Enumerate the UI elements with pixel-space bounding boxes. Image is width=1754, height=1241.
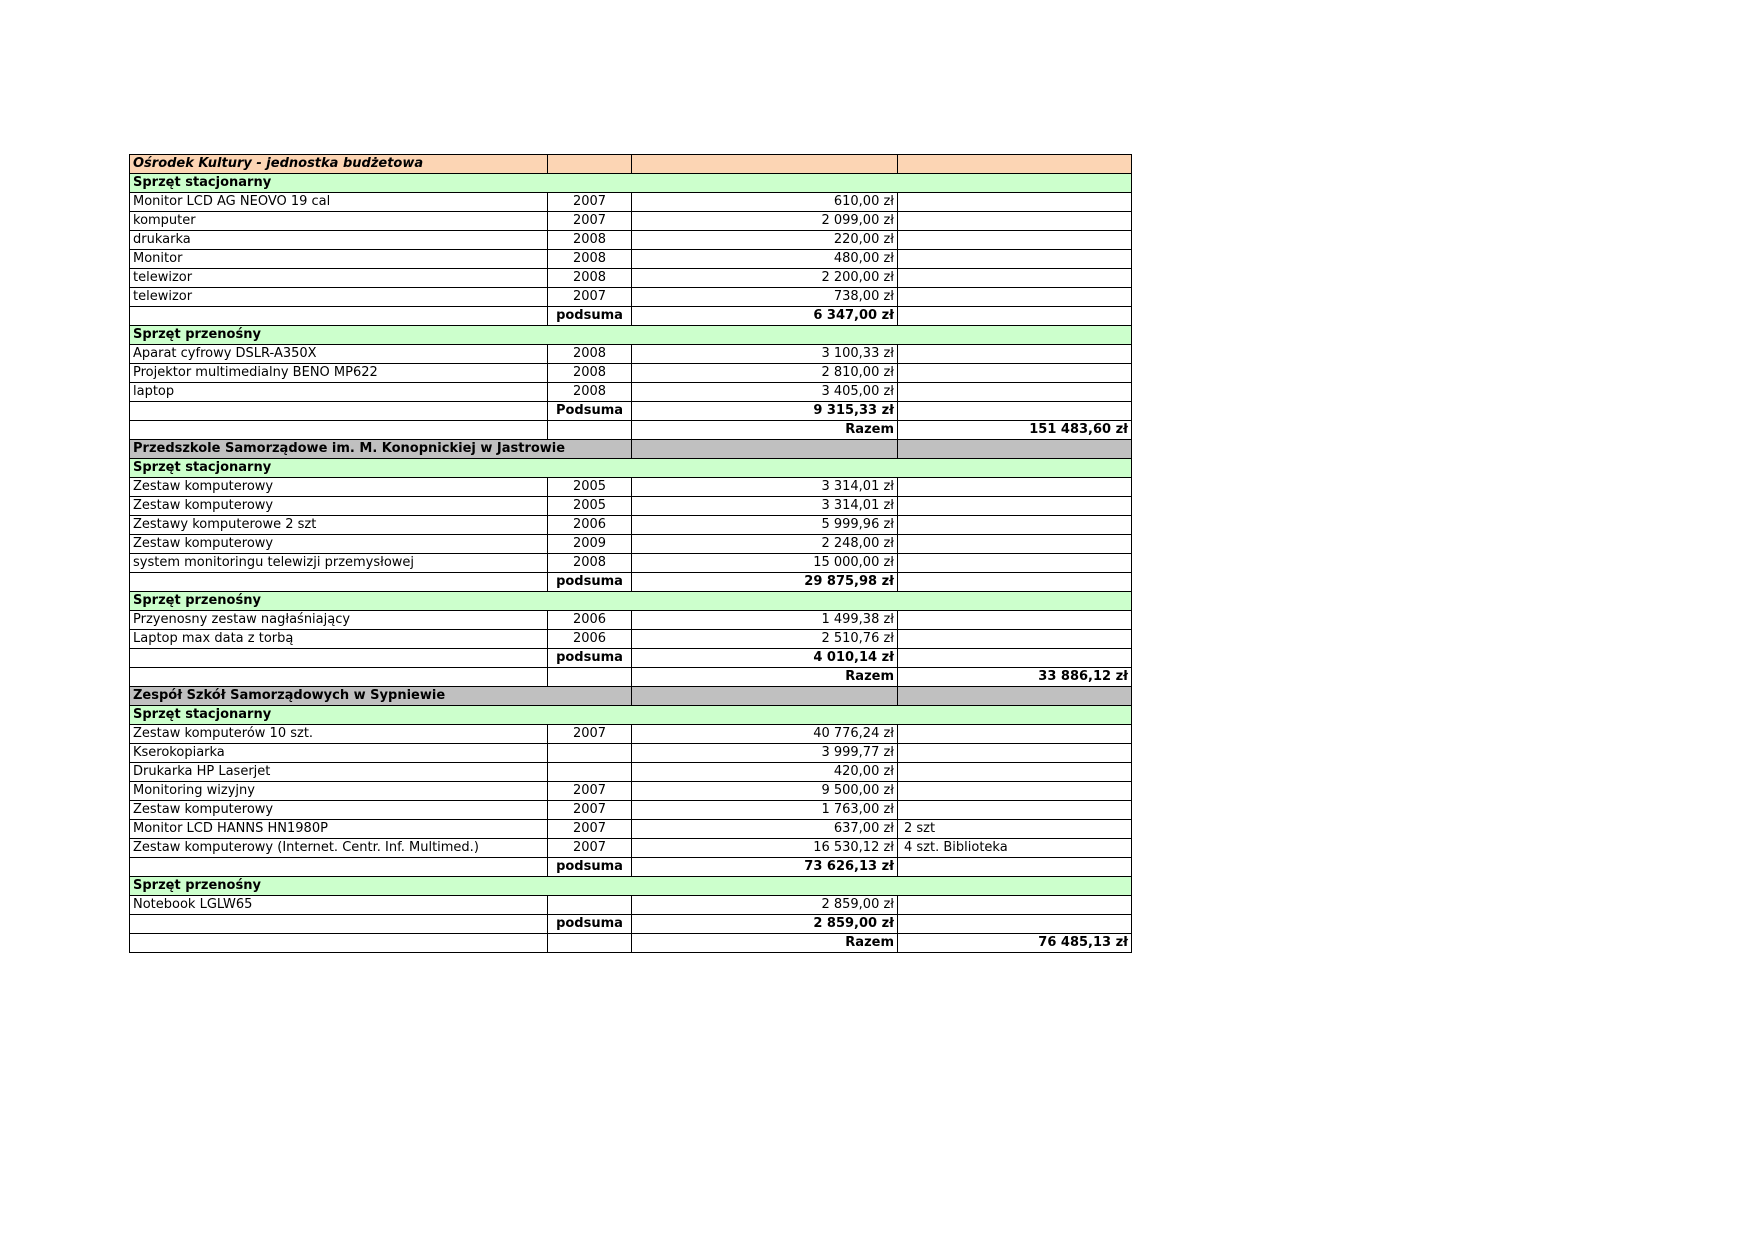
- subtotal-label: podsuma: [548, 649, 632, 668]
- subtotal-row: [130, 573, 1132, 592]
- table-row: [130, 250, 1132, 269]
- item-name: laptop: [130, 383, 548, 402]
- section-title: Sprzęt stacjonarny: [130, 174, 1132, 193]
- item-year: 2005: [548, 478, 632, 497]
- item-name: Laptop max data z torbą: [130, 630, 548, 649]
- empty-cell: [898, 915, 1132, 934]
- total-row: [130, 668, 1132, 687]
- item-name: Monitoring wizyjny: [130, 782, 548, 801]
- item-year: 2007: [548, 193, 632, 212]
- item-amount: 3 314,01 zł: [632, 478, 898, 497]
- item-note: [898, 535, 1132, 554]
- item-note: [898, 364, 1132, 383]
- item-name: Monitor: [130, 250, 548, 269]
- subtotal-label: podsuma: [548, 915, 632, 934]
- table-row: [130, 288, 1132, 307]
- item-amount: 3 100,33 zł: [632, 345, 898, 364]
- inventory-table: [129, 154, 1132, 953]
- empty-cell: [898, 402, 1132, 421]
- item-amount: 1 763,00 zł: [632, 801, 898, 820]
- item-amount: 3 314,01 zł: [632, 497, 898, 516]
- item-year: [548, 744, 632, 763]
- empty-cell: [130, 668, 548, 687]
- item-amount: 2 200,00 zł: [632, 269, 898, 288]
- empty-cell: [130, 649, 548, 668]
- item-year: [548, 896, 632, 915]
- item-amount: 2 099,00 zł: [632, 212, 898, 231]
- item-name: Kserokopiarka: [130, 744, 548, 763]
- subtotal-amount: 2 859,00 zł: [632, 915, 898, 934]
- item-year: 2007: [548, 801, 632, 820]
- item-note: [898, 193, 1132, 212]
- item-name: Monitor LCD AG NEOVO 19 cal: [130, 193, 548, 212]
- table-row: [130, 611, 1132, 630]
- empty-cell: [898, 649, 1132, 668]
- item-note: [898, 231, 1132, 250]
- organization-name: Przedszkole Samorządowe im. M. Konopnickiej w Jastrowie: [130, 440, 632, 459]
- item-name: Zestaw komputerowy: [130, 801, 548, 820]
- item-name: Przyenosny zestaw nagłaśniający: [130, 611, 548, 630]
- item-note: 4 szt. Biblioteka: [898, 839, 1132, 858]
- item-amount: 738,00 zł: [632, 288, 898, 307]
- empty-cell: [130, 934, 548, 953]
- item-note: 2 szt: [898, 820, 1132, 839]
- total-label: Razem: [632, 668, 898, 687]
- subtotal-amount: 6 347,00 zł: [632, 307, 898, 326]
- item-amount: 16 530,12 zł: [632, 839, 898, 858]
- subtotal-amount: 73 626,13 zł: [632, 858, 898, 877]
- item-year: 2008: [548, 554, 632, 573]
- subtotal-amount: 9 315,33 zł: [632, 402, 898, 421]
- empty-cell: [548, 668, 632, 687]
- section-header-row: [130, 174, 1132, 193]
- empty-cell: [898, 858, 1132, 877]
- item-name: Drukarka HP Laserjet: [130, 763, 548, 782]
- subtotal-label: podsuma: [548, 573, 632, 592]
- table-row: [130, 782, 1132, 801]
- table-row: [130, 193, 1132, 212]
- item-note: [898, 801, 1132, 820]
- table-row: [130, 383, 1132, 402]
- organization-name: Zespół Szkół Samorządowych w Sypniewie: [130, 687, 632, 706]
- item-note: [898, 383, 1132, 402]
- item-name: telewizor: [130, 269, 548, 288]
- table-row: [130, 516, 1132, 535]
- table-row: [130, 497, 1132, 516]
- item-year: 2007: [548, 288, 632, 307]
- table-row: [130, 896, 1132, 915]
- item-year: 2008: [548, 383, 632, 402]
- item-amount: 40 776,24 zł: [632, 725, 898, 744]
- item-amount: 9 500,00 zł: [632, 782, 898, 801]
- total-amount: 76 485,13 zł: [898, 934, 1132, 953]
- table-row: [130, 839, 1132, 858]
- subtotal-row: [130, 858, 1132, 877]
- empty-cell: [548, 421, 632, 440]
- empty-cell: [130, 858, 548, 877]
- table-row: [130, 725, 1132, 744]
- item-note: [898, 212, 1132, 231]
- item-name: Zestawy komputerowe 2 szt: [130, 516, 548, 535]
- item-note: [898, 630, 1132, 649]
- empty-cell: [548, 934, 632, 953]
- item-amount: 3 999,77 zł: [632, 744, 898, 763]
- item-note: [898, 478, 1132, 497]
- item-name: Zestaw komputerowy: [130, 535, 548, 554]
- item-note: [898, 516, 1132, 535]
- item-amount: 2 510,76 zł: [632, 630, 898, 649]
- section-title: Sprzęt przenośny: [130, 592, 1132, 611]
- item-name: Aparat cyfrowy DSLR-A350X: [130, 345, 548, 364]
- table-row: [130, 231, 1132, 250]
- organization-name: Ośrodek Kultury - jednostka budżetowa: [130, 155, 548, 174]
- item-name: telewizor: [130, 288, 548, 307]
- item-amount: 610,00 zł: [632, 193, 898, 212]
- subtotal-row: [130, 649, 1132, 668]
- item-name: Zestaw komputerowy: [130, 478, 548, 497]
- item-year: 2007: [548, 212, 632, 231]
- empty-cell: [130, 307, 548, 326]
- item-note: [898, 763, 1132, 782]
- section-header-row: [130, 326, 1132, 345]
- total-label: Razem: [632, 421, 898, 440]
- total-row: [130, 934, 1132, 953]
- item-name: Projektor multimedialny BENO MP622: [130, 364, 548, 383]
- empty-cell: [130, 421, 548, 440]
- subtotal-label: Podsuma: [548, 402, 632, 421]
- item-name: drukarka: [130, 231, 548, 250]
- organization-header-row: [130, 440, 1132, 459]
- empty-cell: [898, 573, 1132, 592]
- section-header-row: [130, 877, 1132, 896]
- table-row: [130, 744, 1132, 763]
- item-amount: 3 405,00 zł: [632, 383, 898, 402]
- item-name: Notebook LGLW65: [130, 896, 548, 915]
- item-amount: 220,00 zł: [632, 231, 898, 250]
- subtotal-amount: 29 875,98 zł: [632, 573, 898, 592]
- item-year: 2007: [548, 820, 632, 839]
- item-name: komputer: [130, 212, 548, 231]
- item-year: 2008: [548, 364, 632, 383]
- empty-cell: [632, 440, 898, 459]
- organization-header-row: [130, 155, 1132, 174]
- item-year: 2005: [548, 497, 632, 516]
- empty-cell: [130, 402, 548, 421]
- inventory-table-body: [130, 155, 1132, 953]
- item-year: 2006: [548, 630, 632, 649]
- item-amount: 5 999,96 zł: [632, 516, 898, 535]
- item-note: [898, 554, 1132, 573]
- item-amount: 2 810,00 zł: [632, 364, 898, 383]
- item-amount: 637,00 zł: [632, 820, 898, 839]
- item-year: 2009: [548, 535, 632, 554]
- item-amount: 1 499,38 zł: [632, 611, 898, 630]
- item-amount: 2 859,00 zł: [632, 896, 898, 915]
- section-header-row: [130, 459, 1132, 478]
- item-year: 2007: [548, 725, 632, 744]
- total-amount: 151 483,60 zł: [898, 421, 1132, 440]
- item-amount: 2 248,00 zł: [632, 535, 898, 554]
- item-name: Monitor LCD HANNS HN1980P: [130, 820, 548, 839]
- subtotal-row: [130, 915, 1132, 934]
- empty-cell: [898, 440, 1132, 459]
- section-title: Sprzęt przenośny: [130, 877, 1132, 896]
- empty-cell: [130, 915, 548, 934]
- empty-cell: [632, 155, 898, 174]
- section-header-row: [130, 592, 1132, 611]
- item-name: system monitoringu telewizji przemysłowej: [130, 554, 548, 573]
- subtotal-label: podsuma: [548, 307, 632, 326]
- item-year: 2006: [548, 611, 632, 630]
- item-note: [898, 611, 1132, 630]
- total-row: [130, 421, 1132, 440]
- subtotal-label: podsuma: [548, 858, 632, 877]
- item-note: [898, 269, 1132, 288]
- empty-cell: [898, 307, 1132, 326]
- item-amount: 420,00 zł: [632, 763, 898, 782]
- item-year: 2006: [548, 516, 632, 535]
- section-title: Sprzęt przenośny: [130, 326, 1132, 345]
- table-row: [130, 364, 1132, 383]
- section-title: Sprzęt stacjonarny: [130, 706, 1132, 725]
- table-row: [130, 763, 1132, 782]
- item-amount: 15 000,00 zł: [632, 554, 898, 573]
- table-row: [130, 345, 1132, 364]
- section-header-row: [130, 706, 1132, 725]
- subtotal-row: [130, 307, 1132, 326]
- item-year: 2008: [548, 231, 632, 250]
- item-note: [898, 782, 1132, 801]
- item-note: [898, 345, 1132, 364]
- item-amount: 480,00 zł: [632, 250, 898, 269]
- item-note: [898, 744, 1132, 763]
- empty-cell: [898, 687, 1132, 706]
- item-year: 2008: [548, 345, 632, 364]
- item-year: 2007: [548, 839, 632, 858]
- item-year: 2007: [548, 782, 632, 801]
- table-row: [130, 535, 1132, 554]
- item-name: Zestaw komputerowy (Internet. Centr. Inf. Multimed.): [130, 839, 548, 858]
- organization-header-row: [130, 687, 1132, 706]
- item-year: [548, 763, 632, 782]
- item-name: Zestaw komputerowy: [130, 497, 548, 516]
- item-note: [898, 497, 1132, 516]
- total-label: Razem: [632, 934, 898, 953]
- item-name: Zestaw komputerów 10 szt.: [130, 725, 548, 744]
- table-row: [130, 801, 1132, 820]
- subtotal-amount: 4 010,14 zł: [632, 649, 898, 668]
- item-year: 2008: [548, 250, 632, 269]
- table-row: [130, 630, 1132, 649]
- empty-cell: [632, 687, 898, 706]
- empty-cell: [130, 573, 548, 592]
- item-note: [898, 896, 1132, 915]
- empty-cell: [548, 155, 632, 174]
- empty-cell: [898, 155, 1132, 174]
- section-title: Sprzęt stacjonarny: [130, 459, 1132, 478]
- table-row: [130, 820, 1132, 839]
- item-year: 2008: [548, 269, 632, 288]
- table-row: [130, 478, 1132, 497]
- table-row: [130, 212, 1132, 231]
- subtotal-row: [130, 402, 1132, 421]
- item-note: [898, 250, 1132, 269]
- item-note: [898, 288, 1132, 307]
- total-amount: 33 886,12 zł: [898, 668, 1132, 687]
- table-row: [130, 554, 1132, 573]
- table-row: [130, 269, 1132, 288]
- item-note: [898, 725, 1132, 744]
